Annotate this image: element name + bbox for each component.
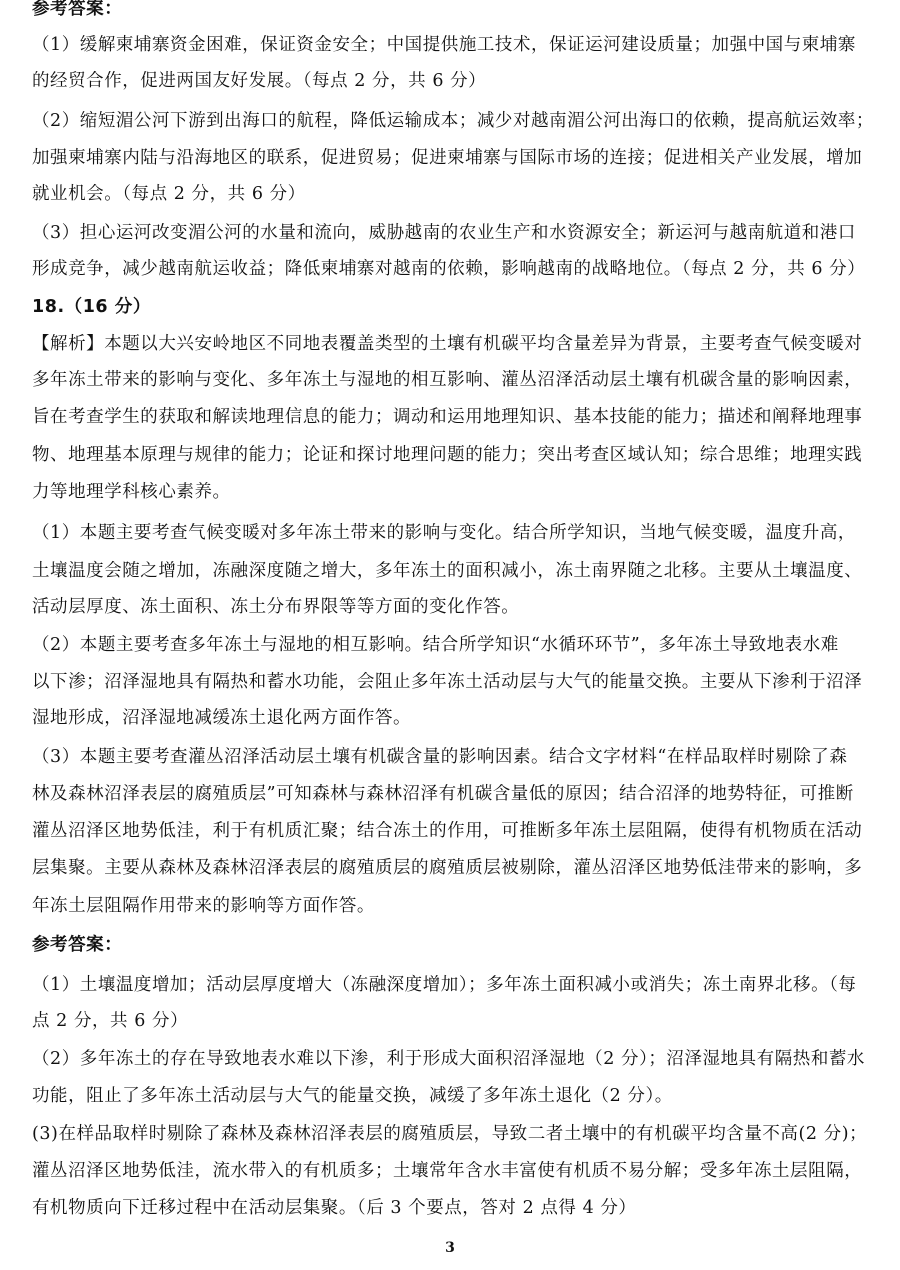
text-line: 灌丛沼泽区地势低洼，流水带入的有机质多；土壤常年含水丰富使有机质不易分解；受多年冻土层阻隔，: [32, 1161, 863, 1181]
text-line: 物、地理基本原理与规律的能力；论证和探讨地理问题的能力；突出考查区域认知；综合思维；地理实践: [32, 445, 863, 465]
text-line: 年冻土层阻隔作用带来的影响等方面作答。: [32, 896, 375, 916]
section-heading: 参考答案：: [32, 935, 123, 955]
text-line: 层集聚。主要从森林及森林沼泽表层的腐殖质层的腐殖质层被剔除，灌丛沼泽区地势低洼带来的影响，多: [32, 858, 863, 878]
document-page: [32, 0, 874, 1270]
text-line: 活动层厚度、冻土面积、冻土分布界限等等方面的变化作答。: [32, 597, 520, 617]
text-line: 就业机会。（每点 2 分，共 6 分）: [32, 184, 306, 204]
text-line: （1）缓解柬埔寨资金困难，保证资金安全；中国提供施工技术，保证运河建设质量；加强中国与柬埔寨: [32, 35, 856, 55]
section-heading: 参考答案：: [32, 0, 123, 19]
text-line: 土壤温度会随之增加，冻融深度随之增大，多年冻土的面积减小，冻土南界随之北移。主要从土壤温度、: [32, 561, 863, 581]
text-line: (3)在样品取样时剔除了森林及森林沼泽表层的腐殖质层，导致二者土壤中的有机碳平均含量不高(2 分)；: [32, 1124, 868, 1144]
text-line: （1）土壤温度增加；活动层厚度增大（冻融深度增加）；多年冻土面积减小或消失；冻土南界北移。（每: [32, 975, 857, 995]
text-line: 【解析】本题以大兴安岭地区不同地表覆盖类型的土壤有机碳平均含量差异为背景，主要考查气候变暖对: [32, 334, 863, 354]
text-line: 功能，阻止了多年冻土活动层与大气的能量交换，减缓了多年冻土退化（2 分）。: [32, 1086, 673, 1106]
text-line: 多年冻土带来的影响与变化、多年冻土与湿地的相互影响、灌丛沼泽活动层土壤有机碳含量的影响因素，: [32, 370, 863, 390]
page-number: 3: [445, 1240, 455, 1256]
text-line: 灌丛沼泽区地势低洼，利于有机质汇聚；结合冻土的作用，可推断多年冻土层阻隔，使得有机物质在活动: [32, 821, 863, 841]
text-line: （3）担心运河改变湄公河的水量和流向，威胁越南的农业生产和水资源安全；新运河与越南航道和港口: [32, 223, 856, 243]
text-line: 旨在考查学生的获取和解读地理信息的能力；调动和运用地理知识、基本技能的能力；描述和阐释地理事: [32, 407, 863, 427]
text-line: 力等地理学科核心素养。: [32, 482, 231, 502]
text-line: 湿地形成，沼泽湿地减缓冻土退化两方面作答。: [32, 708, 412, 728]
text-line: 加强柬埔寨内陆与沿海地区的联系，促进贸易；促进柬埔寨与国际市场的连接；促进相关产业发展，增加: [32, 148, 863, 168]
text-line: 有机物质向下迁移过程中在活动层集聚。（后 3 个要点，答对 2 点得 4 分）: [32, 1198, 637, 1218]
text-line: 点 2 分，共 6 分）: [32, 1011, 189, 1031]
text-line: （1）本题主要考查气候变暖对多年冻土带来的影响与变化。结合所学知识，当地气候变暖，温度升高，: [32, 523, 856, 543]
section-heading: 18.（16 分）: [32, 297, 151, 317]
text-line: （3）本题主要考查灌丛沼泽活动层土壤有机碳含量的影响因素。结合文字材料“在样品取样时剔除了森: [32, 747, 848, 767]
text-line: （2）缩短湄公河下游到出海口的航程，降低运输成本；减少对越南湄公河出海口的依赖，提高航运效率；: [32, 111, 874, 131]
text-line: 形成竞争，减少越南航运收益；降低柬埔寨对越南的依赖，影响越南的战略地位。（每点 2 分，共 6 分）: [32, 259, 866, 279]
text-line: 林及森林沼泽表层的腐殖质层”可知森林与森林沼泽有机碳含量低的原因；结合沼泽的地势特征，可推断: [32, 784, 854, 804]
text-line: （2）多年冻土的存在导致地表水难以下渗，利于形成大面积沼泽湿地（2 分）；沼泽湿地具有隔热和蓄水: [32, 1049, 865, 1069]
text-line: （2）本题主要考查多年冻土与湿地的相互影响。结合所学知识“水循环环节”，多年冻土导致地表水难: [32, 635, 839, 655]
text-line: 以下渗；沼泽湿地具有隔热和蓄水功能，会阻止多年冻土活动层与大气的能量交换。主要从下渗利于沼泽: [32, 672, 863, 692]
text-line: 的经贸合作，促进两国友好发展。（每点 2 分，共 6 分）: [32, 71, 487, 91]
